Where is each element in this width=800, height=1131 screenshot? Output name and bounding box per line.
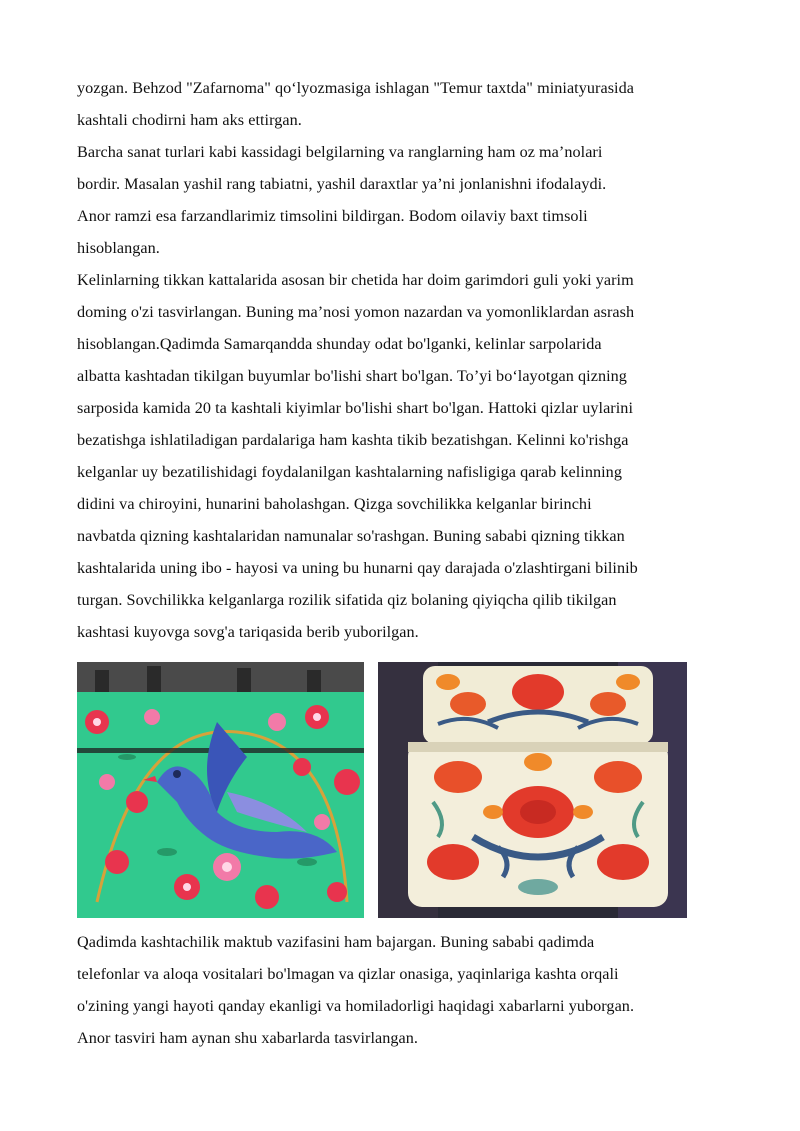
text-line: Barcha sanat turlari kabi kassidagi belgilarning va ranglarning ham oz ma’nolari: [77, 143, 603, 161]
text-line: doming o'zi tasvirlangan. Buning ma’nosi yomon nazardan va yomonliklardan asrash: [77, 303, 635, 321]
text-line: bordir. Masalan yashil rang tabiatni, yashil daraxtlar ya’ni jonlanishni ifodalaydi.: [77, 175, 607, 193]
text-line: bezatishga ishlatiladigan pardalariga ham kashta tikib bezatishgan. Kelinni ko'rishga: [77, 431, 629, 449]
text-line: didini va chiroyini, hunarini baholashgan. Qizga sovchilikka kelganlar birinchi: [77, 495, 592, 513]
body-text-top: [77, 72, 737, 648]
embroidered-bag-white-photo: [378, 662, 687, 918]
text-line: Kelinlarning tikkan kattalarida asosan bir chetida har doim garimdori guli yoki yarim: [77, 271, 634, 289]
text-line: Anor tasviri ham aynan shu xabarlarda tasvirlangan.: [77, 1029, 419, 1047]
text-line: albatta kashtadan tikilgan buyumlar bo'lishi shart bo'lgan. To’yi bo‘layotgan qizning: [77, 367, 627, 385]
text-line: Anor ramzi esa farzandlarimiz timsolini bildirgan. Bodom oilaviy baxt timsoli: [77, 207, 588, 225]
text-line: navbatda qizning kashtalaridan namunalar so'rashgan. Buning sababi qizning tikkan: [77, 527, 625, 545]
body-text-bottom: [77, 926, 737, 1054]
embroidered-bag-green-photo: [77, 662, 364, 918]
text-line: kashtali chodirni ham aks ettirgan.: [77, 111, 302, 129]
text-line: turgan. Sovchilikka kelganlarga rozilik sifatida qiz bolaning qiyiqcha qilib tikilgan: [77, 591, 617, 609]
text-line: telefonlar va aloqa vositalari bo'lmagan va qizlar onasiga, yaqinlariga kashta orqali: [77, 965, 619, 983]
text-line: hisoblangan.: [77, 239, 160, 257]
text-line: Qadimda kashtachilik maktub vazifasini ham bajargan. Buning sababi qadimda: [77, 933, 595, 951]
text-line: kashtasi kuyovga sovg'a tariqasida berib yuborilgan.: [77, 623, 419, 641]
text-line: sarposida kamida 20 ta kashtali kiyimlar bo'lishi shart bo'lgan. Hattoki qizlar uylarini: [77, 399, 633, 417]
text-line: kelganlar uy bezatilishidagi foydalanilgan kashtalarning nafisligiga qarab kelinning: [77, 463, 622, 481]
text-line: kashtalarida uning ibo - hayosi va uning bu hunarni qay darajada o'zlashtirgani bilinib: [77, 559, 638, 577]
text-line: hisoblangan.Qadimda Samarqandda shunday odat bo'lganki, kelinlar sarpolarida: [77, 335, 602, 353]
text-line: yozgan. Behzod "Zafarnoma" qo‘lyozmasiga ishlagan "Temur taxtda" miniatyurasida: [77, 79, 634, 97]
text-line: o'zining yangi hayoti qanday ekanligi va homiladorligi haqidagi xabarlarni yuborgan.: [77, 997, 635, 1015]
